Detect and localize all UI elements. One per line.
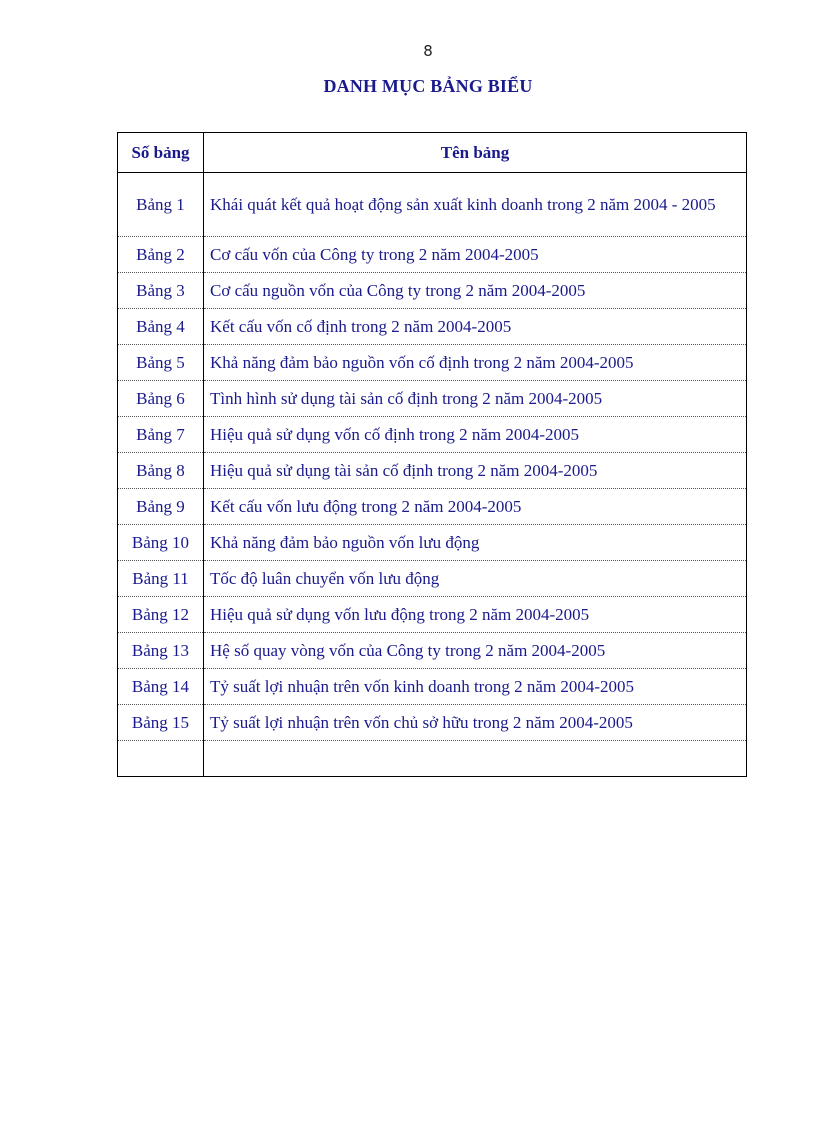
table-row: [118, 453, 747, 489]
table-name-cell: Hiệu quả sử dụng vốn cố định trong 2 năm 2004-2005: [204, 417, 747, 453]
table-number-cell: Bảng 3: [118, 273, 204, 309]
table-row: [118, 597, 747, 633]
table-number-cell: Bảng 15: [118, 705, 204, 741]
table-name-cell: Khái quát kết quả hoạt động sản xuất kinh doanh trong 2 năm 2004 - 2005: [204, 173, 747, 237]
page-title: DANH MỤC BẢNG BIỂU: [323, 76, 533, 96]
table-number-cell: Bảng 6: [118, 381, 204, 417]
table-row: [118, 705, 747, 741]
page-number: 8: [423, 42, 433, 60]
table-name-cell: Cơ cấu vốn của Công ty trong 2 năm 2004-2005: [204, 237, 747, 273]
empty-name-cell: [204, 741, 747, 777]
table-number-cell: Bảng 13: [118, 633, 204, 669]
table-row: [118, 273, 747, 309]
table-name-cell: Kết cấu vốn cố định trong 2 năm 2004-2005: [204, 309, 747, 345]
table-row: [118, 381, 747, 417]
table-number-cell: Bảng 14: [118, 669, 204, 705]
table-number-cell: Bảng 8: [118, 453, 204, 489]
table-row: [118, 173, 747, 237]
table-row: [118, 237, 747, 273]
table-name-cell: Tốc độ luân chuyển vốn lưu động: [204, 561, 747, 597]
table-name-cell: Tình hình sử dụng tài sản cố định trong 2 năm 2004-2005: [204, 381, 747, 417]
table-list: [117, 132, 747, 777]
table-number-cell: Bảng 11: [118, 561, 204, 597]
table-name-cell: Tỷ suất lợi nhuận trên vốn kinh doanh trong 2 năm 2004-2005: [204, 669, 747, 705]
table-row: [118, 489, 747, 525]
table-name-cell: Khả năng đảm bảo nguồn vốn lưu động: [204, 525, 747, 561]
table-row: [118, 633, 747, 669]
table-row: [118, 309, 747, 345]
header-table-name: Tên bảng: [204, 133, 747, 173]
table-number-cell: Bảng 1: [118, 173, 204, 237]
table-name-cell: Cơ cấu nguồn vốn của Công ty trong 2 năm 2004-2005: [204, 273, 747, 309]
table-number-cell: Bảng 12: [118, 597, 204, 633]
table-row-empty: [118, 741, 747, 777]
table-number-cell: Bảng 4: [118, 309, 204, 345]
table-number-cell: Bảng 2: [118, 237, 204, 273]
table-header-row: [118, 133, 747, 173]
table-row: [118, 669, 747, 705]
table-row: [118, 345, 747, 381]
table-row: [118, 561, 747, 597]
table-row: [118, 525, 747, 561]
header-table-number: Số bảng: [118, 133, 204, 173]
table-number-cell: Bảng 7: [118, 417, 204, 453]
table-name-cell: Hiệu quả sử dụng tài sản cố định trong 2 năm 2004-2005: [204, 453, 747, 489]
table-row: [118, 417, 747, 453]
table-number-cell: Bảng 10: [118, 525, 204, 561]
table-number-cell: Bảng 9: [118, 489, 204, 525]
table-name-cell: Tỷ suất lợi nhuận trên vốn chủ sở hữu trong 2 năm 2004-2005: [204, 705, 747, 741]
table-name-cell: Khả năng đảm bảo nguồn vốn cố định trong 2 năm 2004-2005: [204, 345, 747, 381]
table-name-cell: Hệ số quay vòng vốn của Công ty trong 2 năm 2004-2005: [204, 633, 747, 669]
table-name-cell: Hiệu quả sử dụng vốn lưu động trong 2 năm 2004-2005: [204, 597, 747, 633]
table-name-cell: Kết cấu vốn lưu động trong 2 năm 2004-2005: [204, 489, 747, 525]
table-number-cell: Bảng 5: [118, 345, 204, 381]
empty-number-cell: [118, 741, 204, 777]
